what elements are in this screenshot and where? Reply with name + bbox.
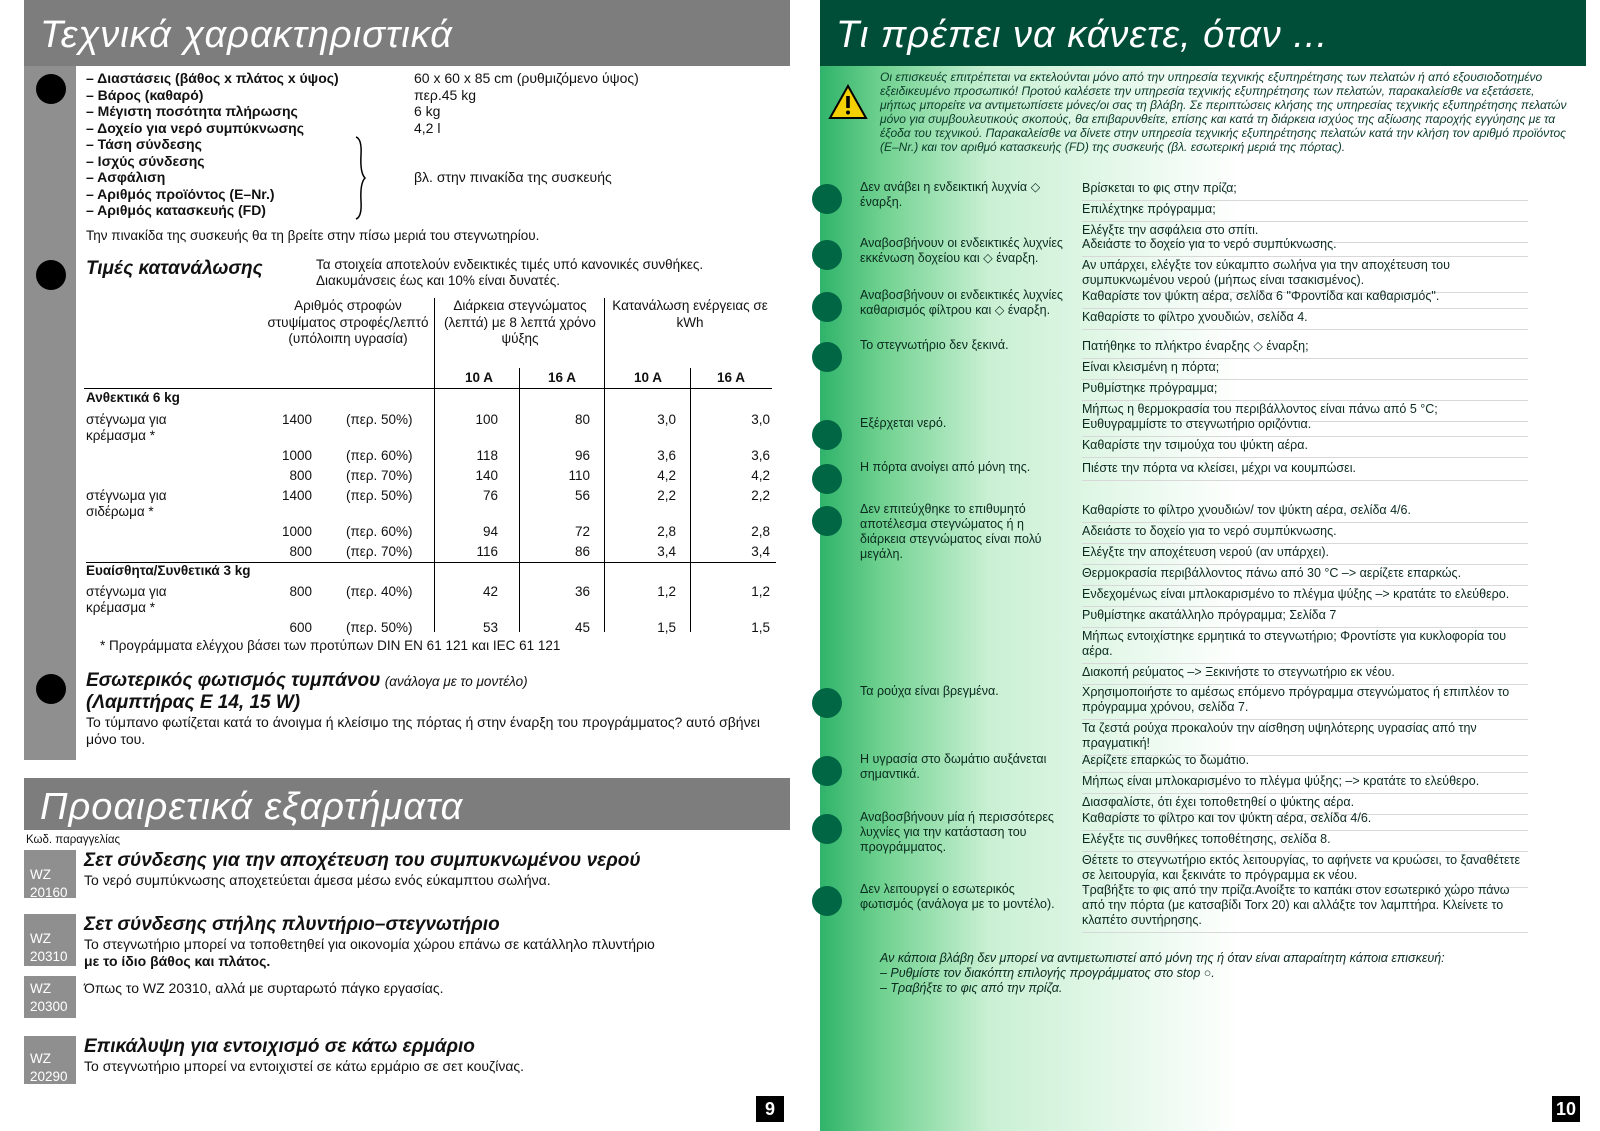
problem-bullet-dot bbox=[812, 184, 842, 214]
problem-bullet-dot bbox=[812, 464, 842, 494]
rpm-value: 1400 bbox=[281, 412, 312, 427]
accessories-header bbox=[24, 778, 790, 830]
energy-16a: 4,2 bbox=[751, 468, 770, 483]
solution-item: Καθαρίστε την τσιμούχα του ψύκτη αέρα. bbox=[1082, 437, 1528, 458]
problem-bullet-dot bbox=[812, 342, 842, 372]
problem-text: Η υγρασία στο δωμάτιο αυξάνεται σημαντικά. bbox=[860, 752, 1047, 781]
accessory-text: Το νερό συμπύκνωσης αποχετεύεται άμεσα μέσω ενός εύκαμπτου σωλήνα. bbox=[84, 872, 551, 888]
spec-value: 60 x 60 x 85 cm (ρυθμιζόμενο ύψος) bbox=[414, 70, 639, 86]
problem-bullet-dot bbox=[812, 814, 842, 844]
humidity-value: (περ. 50%) bbox=[346, 620, 413, 635]
duration-16a: 110 bbox=[568, 468, 590, 483]
humidity-value: (περ. 70%) bbox=[346, 468, 413, 483]
energy-10a: 2,8 bbox=[657, 524, 676, 539]
solution-list bbox=[1082, 180, 1528, 243]
energy-16a: 2,8 bbox=[751, 524, 770, 539]
table-row bbox=[86, 486, 776, 522]
solution-item: Θερμοκρασία περιβάλλοντος πάνω από 30 °C –> αερίζετε επαρκώς. bbox=[1082, 565, 1528, 586]
accessory-title: Επικάλυψη για εντοιχισμό σε κάτω ερμάριο bbox=[84, 1036, 475, 1057]
solution-list bbox=[1082, 810, 1528, 888]
duration-16a: 86 bbox=[574, 544, 590, 559]
rpm-value: 800 bbox=[289, 584, 312, 599]
row-name: στέγνωμα για σιδέρωμα * bbox=[86, 488, 167, 519]
table-rule bbox=[84, 388, 772, 389]
rpm-value: 1000 bbox=[281, 448, 312, 463]
duration-10a: 42 bbox=[482, 584, 498, 599]
footnote: * Προγράμματα ελέγχου βάσει των προτύπων DIN EN 61 121 και IEC 61 121 bbox=[100, 638, 561, 653]
order-code-number: 20160 bbox=[30, 885, 68, 900]
accessories-list bbox=[24, 850, 790, 1110]
footer-note bbox=[880, 951, 1570, 996]
problem-bullet-dot bbox=[812, 886, 842, 916]
spec-value: περ.45 kg bbox=[414, 86, 477, 103]
consumption-table bbox=[86, 390, 776, 638]
spec-label: – Βάρος (καθαρό) bbox=[86, 86, 204, 103]
accessory-body bbox=[84, 850, 784, 889]
energy-16a: 3,4 bbox=[751, 544, 770, 559]
spec-row bbox=[86, 87, 776, 104]
warning-icon bbox=[828, 84, 868, 120]
order-code bbox=[24, 976, 76, 1018]
solution-list bbox=[1082, 236, 1528, 293]
problem-bullet-dot bbox=[812, 292, 842, 322]
spec-row bbox=[86, 136, 776, 153]
solution-list bbox=[1082, 502, 1528, 685]
problem-bullet-dot bbox=[812, 240, 842, 270]
amp-16-duration: 16 A bbox=[547, 370, 576, 385]
accessory-text: Όπως το WZ 20310, αλλά με συρταρωτό πάγκο εργασίας. bbox=[84, 980, 444, 996]
plate-note: Την πινακίδα της συσκευής θα τη βρείτε στην πίσω μεριά του στεγνωτηρίου. bbox=[86, 228, 540, 243]
spec-label: – Αριθμός κατασκευής (FD) bbox=[86, 202, 266, 218]
spec-row bbox=[86, 120, 776, 137]
accessory-body bbox=[84, 980, 784, 997]
table-row bbox=[86, 522, 776, 542]
spec-label: – Δοχείο για νερό συμπύκνωσης bbox=[86, 119, 304, 136]
accessory-body bbox=[84, 914, 784, 970]
energy-10a: 1,2 bbox=[657, 584, 676, 599]
brace-icon bbox=[352, 135, 368, 221]
solution-item: Πιέστε την πόρτα να κλείσει, μέχρι να κουμπώσει. bbox=[1082, 460, 1528, 481]
accessory-text: Το στεγνωτήριο μπορεί να τοποθετηθεί για οικονομία χώρου επάνω σε κατάλληλο πλυντήριο bbox=[84, 936, 655, 952]
spec-value: βλ. στην πινακίδα της συσκευής bbox=[414, 169, 612, 185]
bullet-dot bbox=[36, 674, 66, 704]
energy-10a: 3,4 bbox=[657, 544, 676, 559]
problem-text: Εξέρχεται νερό. bbox=[860, 416, 947, 430]
problem-text: Δεν λειτουργεί ο εσωτερικός φωτισμός (ανάλογα με το μοντέλο). bbox=[860, 882, 1055, 911]
spec-value: 4,2 l bbox=[414, 119, 441, 136]
energy-10a: 4,2 bbox=[657, 468, 676, 483]
order-code-prefix: WZ bbox=[30, 931, 51, 946]
amp-10-duration: 10 A bbox=[464, 370, 493, 385]
order-code bbox=[24, 850, 76, 898]
duration-16a: 45 bbox=[574, 620, 590, 635]
spec-label: – Ασφάλιση bbox=[86, 169, 166, 185]
accessory-text-bold: με το ίδιο βάθος και πλάτος. bbox=[84, 953, 271, 969]
order-code bbox=[24, 1036, 76, 1084]
solution-item: Καθαρίστε το φίλτρο χνουδιών, σελίδα 4. bbox=[1082, 309, 1528, 330]
spec-label: – Αριθμός προϊόντος (E–Nr.) bbox=[86, 185, 275, 202]
solution-item: Καθαρίστε το φίλτρο χνουδιών/ τον ψύκτη αέρα, σελίδα 4/6. bbox=[1082, 502, 1528, 523]
spec-row bbox=[86, 153, 776, 170]
problem-text: Το στεγνωτήριο δεν ξεκινά. bbox=[860, 338, 1009, 352]
table-row bbox=[86, 582, 776, 618]
energy-16a: 3,0 bbox=[751, 412, 770, 427]
solution-item: Ελέγξτε την ασφάλεια στο σπίτι. bbox=[1082, 222, 1528, 243]
duration-10a: 100 bbox=[475, 412, 498, 427]
spec-row bbox=[86, 169, 776, 186]
energy-16a: 1,5 bbox=[751, 620, 770, 635]
problem-text: Δεν επιτεύχθηκε το επιθυμητό αποτέλεσμα στεγνώματος ή η διάρκεια στεγνώματος είναι πολύ μεγάλη. bbox=[860, 502, 1042, 561]
duration-10a: 118 bbox=[476, 448, 498, 463]
footer-line: Αν κάποια βλάβη δεν μπορεί να αντιμετωπιστεί από μόνη της ή όταν είναι απαραίτητη κάποια επισκευή: bbox=[880, 951, 1445, 965]
accessory-text: Το στεγνωτήριο μπορεί να εντοιχιστεί σε κάτω ερμάριο σε σετ κουζίνας. bbox=[84, 1058, 525, 1074]
accessories-title: Προαιρετικά εξαρτήματα bbox=[40, 786, 464, 828]
solution-list bbox=[1082, 882, 1528, 933]
lamp-section bbox=[86, 670, 776, 748]
solution-item: Αν υπάρχει, ελέγξτε τον εύκαμπτο σωλήνα για την αποχέτευση του συμπυκνωμένου νερού (μήπως είναι τσακισμένος). bbox=[1082, 257, 1528, 293]
table-row bbox=[86, 466, 776, 486]
rpm-value: 1000 bbox=[281, 524, 312, 539]
rpm-value: 800 bbox=[289, 468, 312, 483]
energy-16a: 2,2 bbox=[751, 488, 770, 503]
solution-item: Βρίσκεται το φις στην πρίζα; bbox=[1082, 180, 1528, 201]
energy-10a: 3,0 bbox=[657, 412, 676, 427]
spec-row bbox=[86, 202, 776, 219]
spec-row bbox=[86, 103, 776, 120]
group-label: Ανθεκτικά 6 kg bbox=[86, 390, 180, 405]
row-name: στέγνωμα για κρέμασμα * bbox=[86, 584, 167, 615]
solution-item: Τραβήξτε το φις από την πρίζα.Ανοίξτε το καπάκι στον εσωτερικό χώρο πάνω από την πόρτα (με κατσαβίδι Torx 20) και αλλάξτε τον λαμπτήρα. Κλείνετε το κλαπέτο συντήρησης. bbox=[1082, 882, 1528, 933]
lamp-subtitle: (Λαμπτήρας E 14, 15 W) bbox=[86, 692, 301, 713]
solution-item: Μήπως η θερμοκρασία του περιβάλλοντος είναι πάνω από 5 °C; bbox=[1082, 401, 1528, 422]
duration-10a: 116 bbox=[476, 544, 498, 559]
solution-item: Διακοπή ρεύματος –> Ξεκινήστε το στεγνωτήριο εκ νέου. bbox=[1082, 664, 1528, 685]
lamp-model: (ανάλογα με το μοντέλο) bbox=[384, 674, 528, 689]
bullet-dot bbox=[36, 74, 66, 104]
problem-text: Η πόρτα ανοίγει από μόνη της. bbox=[860, 460, 1031, 474]
rpm-value: 600 bbox=[289, 620, 312, 635]
spec-label: – Διαστάσεις (βάθος x πλάτος x ύψος) bbox=[86, 70, 339, 86]
solution-item: Πατήθηκε το πλήκτρο έναρξης ◇ έναρξη; bbox=[1082, 338, 1528, 359]
solution-item: Ενδεχομένως είναι μπλοκαρισμένο το πλέγμα ψύξης –> κρατάτε το ελεύθερο. bbox=[1082, 586, 1528, 607]
row-name: στέγνωμα για κρέμασμα * bbox=[86, 412, 167, 443]
order-code-label: Κωδ. παραγγελίας bbox=[26, 834, 121, 846]
energy-10a: 3,6 bbox=[657, 448, 676, 463]
duration-10a: 140 bbox=[475, 468, 498, 483]
page-number-left: 9 bbox=[756, 1096, 784, 1122]
order-code-number: 20300 bbox=[30, 999, 68, 1014]
warning-text: Οι επισκευές επιτρέπεται να εκτελούνται μόνο από την υπηρεσία τεχνικής εξυπηρέτησης των πελατών ή από εξουσιοδοτημένο εξειδικευμένο προσωπικό! Προτού καλέσετε την υπηρεσία τεχνικής εξυπηρέτησης των πελατών, παρακαλείσθε να εξετάσετε, μήπως μπορείτε να αντιμετωπίσετε μόνες/οι σας τη βλάβη. Σε περιπτώσεις κλήσης της υπηρεσίας τεχνικής εξυπηρέτησης πελατών μόνο για συμβουλευτικούς σκοπούς, θα επιβαρυνθείτε, επίσης και κατά τη διάρκεια ισχύος της αξίωσης παροχής εγγύησης με τα έξοδα του τεχνικού. Παρακαλείσθε να δίνετε στην υπηρεσία τεχνικής εξυπηρέτησης πελατών κατά την κλήση τον αριθμό προϊόντος (E–Nr.) και τον αριθμό κατασκευής (FD) της συσκευής (βλ. εσωτερική μεριά της πόρτας). bbox=[880, 70, 1567, 154]
humidity-value: (περ. 60%) bbox=[346, 448, 413, 463]
spec-row bbox=[86, 70, 776, 87]
problem-bullet-dot bbox=[812, 756, 842, 786]
spec-label: – Ισχύς σύνδεσης bbox=[86, 152, 205, 169]
solution-item: Επιλέχτηκε πρόγραμμα; bbox=[1082, 201, 1528, 222]
table-row bbox=[86, 446, 776, 466]
page-number-right: 10 bbox=[1552, 1096, 1580, 1122]
problem-text: Τα ρούχα είναι βρεγμένα. bbox=[860, 684, 999, 698]
duration-10a: 53 bbox=[482, 620, 498, 635]
solution-item: Τα ζεστά ρούχα προκαλούν την αίσθηση υψηλότερης υγρασίας από την πραγματική! bbox=[1082, 720, 1528, 756]
duration-16a: 80 bbox=[574, 412, 590, 427]
group-label: Ευαίσθητα/Συνθετικά 3 kg bbox=[86, 563, 251, 578]
page-title-troubleshooting: Τι πρέπει να κάνετε, όταν ... bbox=[836, 14, 1329, 56]
consumption-note: Τα στοιχεία αποτελούν ενδεικτικές τιμές υπό κανονικές συνθήκες. Διακυμάνσεις έως και 10% είναι δυνατές. bbox=[316, 257, 704, 288]
table-row bbox=[86, 410, 776, 446]
consumption-title: Τιμές κατανάλωσης bbox=[86, 258, 263, 279]
order-code-prefix: WZ bbox=[30, 867, 51, 882]
rpm-value: 800 bbox=[289, 544, 312, 559]
accessory-title: Σετ σύνδεσης για την αποχέτευση του συμπυκνωμένου νερού bbox=[84, 850, 641, 871]
problem-text: Δεν ανάβει η ενδεικτική λυχνία ◇ έναρξη. bbox=[860, 180, 1041, 209]
solution-list bbox=[1082, 338, 1528, 422]
solution-list bbox=[1082, 752, 1528, 815]
duration-16a: 56 bbox=[574, 488, 590, 503]
solution-item: Διασφαλίστε, ότι έχει τοποθετηθεί ο ψύκτης αέρα. bbox=[1082, 794, 1528, 815]
problem-bullet-dot bbox=[812, 420, 842, 450]
solution-item: Ελέγξτε την αποχέτευση νερού (αν υπάρχει). bbox=[1082, 544, 1528, 565]
humidity-value: (περ. 40%) bbox=[346, 584, 413, 599]
solution-item: Καθαρίστε τον ψύκτη αέρα, σελίδα 6 "Φροντίδα και καθαρισμός". bbox=[1082, 288, 1528, 309]
table-row bbox=[86, 562, 776, 582]
specs-list bbox=[86, 70, 776, 219]
solution-list bbox=[1082, 416, 1528, 458]
table-row bbox=[86, 390, 776, 410]
duration-10a: 94 bbox=[482, 524, 498, 539]
col-duration-header: Διάρκεια στεγνώματος (λεπτά) με 8 λεπτά χρόνο ψύξης bbox=[444, 298, 596, 346]
col-energy-header: Κατανάλωση ενέργειας σε kWh bbox=[612, 298, 768, 330]
solution-item: Αδειάστε το δοχείο για το νερό συμπύκνωσης. bbox=[1082, 236, 1528, 257]
lamp-text: Το τύμπανο φωτίζεται κατά το άνοιγμα ή κλείσιμο της πόρτας ή στην έναρξη του προγράμματος? αυτό σβήνει μόνο του. bbox=[86, 714, 760, 747]
amp-16-energy: 16 A bbox=[716, 370, 745, 385]
right-page-header bbox=[820, 0, 1586, 66]
col-rpm-header: Αριθμός στροφών στυψίματος στροφές/λεπτό (υπόλοιπη υγρασία) bbox=[267, 298, 429, 346]
solution-list bbox=[1082, 288, 1528, 330]
energy-16a: 3,6 bbox=[751, 448, 770, 463]
table-row bbox=[86, 542, 776, 562]
problem-text: Αναβοσβήνουν μία ή περισσότερες λυχνίες για την κατάσταση του προγράμματος. bbox=[860, 810, 1054, 854]
solution-item: Αερίζετε επαρκώς το δωμάτιο. bbox=[1082, 752, 1528, 773]
solution-item: Θέτετε το στεγνωτήριο εκτός λειτουργίας, το αφήνετε να κρυώσει, το ξαναθέτετε σε λειτουργία, και ξεκινάτε το πρόγραμμα εκ νέου. bbox=[1082, 852, 1528, 888]
footer-line: – Ρυθμίστε τον διακόπτη επιλογής προγράμματος στο stop ○. bbox=[880, 966, 1215, 980]
humidity-value: (περ. 50%) bbox=[346, 488, 413, 503]
left-margin-bar bbox=[24, 0, 76, 760]
order-code-number: 20310 bbox=[30, 949, 68, 964]
solution-item: Μήπως είναι μπλοκαρισμένο το πλέγμα ψύξης; –> κρατάτε το ελεύθερο. bbox=[1082, 773, 1528, 794]
energy-16a: 1,2 bbox=[751, 584, 770, 599]
solution-item: Ρυθμίστηκε ακατάλληλο πρόγραμμα; Σελίδα 7 bbox=[1082, 607, 1528, 628]
rpm-value: 1400 bbox=[281, 488, 312, 503]
solution-item: Ρυθμίστηκε πρόγραμμα; bbox=[1082, 380, 1528, 401]
humidity-value: (περ. 70%) bbox=[346, 544, 413, 559]
duration-16a: 36 bbox=[574, 584, 590, 599]
accessory-body bbox=[84, 1036, 784, 1075]
solution-list bbox=[1082, 684, 1528, 756]
solution-item: Ευθυγραμμίστε το στεγνωτήριο οριζόντια. bbox=[1082, 416, 1528, 437]
duration-10a: 76 bbox=[482, 488, 498, 503]
problem-bullet-dot bbox=[812, 506, 842, 536]
order-code-prefix: WZ bbox=[30, 981, 51, 996]
solution-item: Είναι κλεισμένη η πόρτα; bbox=[1082, 359, 1528, 380]
spec-value: 6 kg bbox=[414, 103, 441, 119]
problem-text: Αναβοσβήνουν οι ενδεικτικές λυχνίες καθαρισμός φίλτρου και ◇ έναρξη. bbox=[860, 288, 1063, 317]
spec-label: – Μέγιστη ποσότητα πλήρωσης bbox=[86, 103, 298, 119]
energy-10a: 1,5 bbox=[657, 620, 676, 635]
order-code-number: 20290 bbox=[30, 1069, 68, 1084]
table-row bbox=[86, 618, 776, 638]
humidity-value: (περ. 60%) bbox=[346, 524, 413, 539]
solution-item: Ελέγξτε τις συνθήκες τοποθέτησης, σελίδα 8. bbox=[1082, 831, 1528, 852]
spec-row bbox=[86, 186, 776, 203]
solution-item: Καθαρίστε το φίλτρο και τον ψύκτη αέρα, σελίδα 4/6. bbox=[1082, 810, 1528, 831]
left-page-header bbox=[24, 0, 790, 66]
order-code-prefix: WZ bbox=[30, 1051, 51, 1066]
energy-10a: 2,2 bbox=[657, 488, 676, 503]
page-title-technical: Τεχνικά χαρακτηριστικά bbox=[40, 14, 453, 56]
duration-16a: 96 bbox=[574, 448, 590, 463]
humidity-value: (περ. 50%) bbox=[346, 412, 413, 427]
footer-line: – Τραβήξτε το φις από την πρίζα. bbox=[880, 981, 1063, 995]
amp-10-energy: 10 A bbox=[633, 370, 662, 385]
spec-label: – Τάση σύνδεσης bbox=[86, 136, 202, 152]
solution-item: Αδειάστε το δοχείο για το νερό συμπύκνωσης. bbox=[1082, 523, 1528, 544]
problem-text: Αναβοσβήνουν οι ενδεικτικές λυχνίες εκκένωση δοχείου και ◇ έναρξη. bbox=[860, 236, 1063, 265]
accessory-title: Σετ σύνδεσης στήλης πλυντήριο–στεγνωτήριο bbox=[84, 914, 500, 935]
problem-bullet-dot bbox=[812, 688, 842, 718]
lamp-title: Εσωτερικός φωτισμός τυμπάνου bbox=[86, 670, 381, 691]
order-code bbox=[24, 914, 76, 966]
bullet-dot bbox=[36, 260, 66, 290]
solution-item: Χρησιμοποιήστε το αμέσως επόμενο πρόγραμμα στεγνώματος ή επιπλέον το πρόγραμμα χρόνου, σελίδα 7. bbox=[1082, 684, 1528, 720]
duration-16a: 72 bbox=[574, 524, 590, 539]
solution-list bbox=[1082, 460, 1528, 481]
solution-item: Μήπως εντοιχίστηκε ερμητικά το στεγνωτήριο; Φροντίστε για κυκλοφορία του αέρα. bbox=[1082, 628, 1528, 664]
